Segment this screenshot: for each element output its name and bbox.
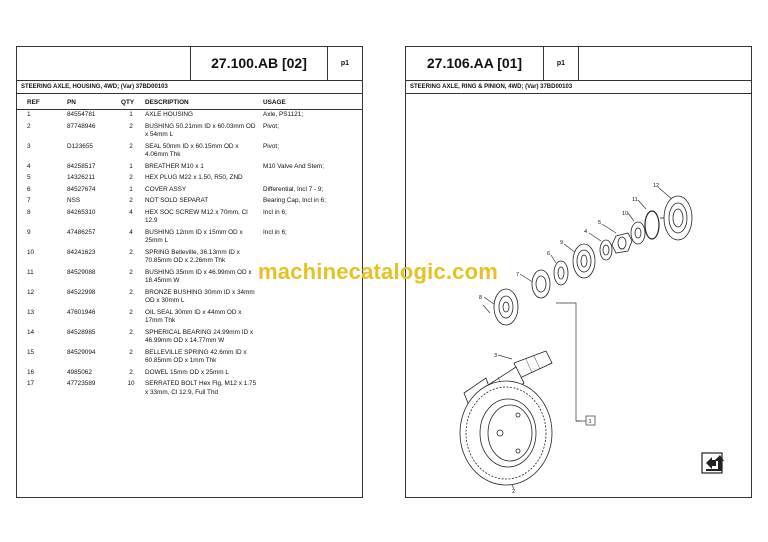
- row-description: BREATHER M10 x 1: [145, 162, 204, 170]
- row-qty: 1: [129, 185, 133, 193]
- watermark: machinecatalogic.com: [258, 259, 498, 284]
- row-pn: 84529094: [67, 348, 96, 356]
- row-ref: 13: [27, 308, 35, 316]
- callout-11: 11: [632, 197, 638, 203]
- row-ref: 16: [27, 368, 35, 376]
- row-ref: 3: [27, 142, 31, 150]
- right-page-label: p1: [544, 47, 579, 80]
- table-row: [17, 328, 362, 348]
- row-qty: 2: [129, 348, 133, 356]
- row-description: HEX PLUG M22 x 1.50, R50, ZND: [145, 174, 243, 181]
- row-qty: 2: [129, 268, 133, 276]
- row-qty: 2: [129, 122, 133, 130]
- right-section-code: 27.106.AA [01]: [426, 55, 523, 71]
- col-usage: USAGE: [261, 95, 362, 110]
- row-usage: [261, 368, 362, 380]
- row-usage: [261, 379, 362, 399]
- ring-pinion-diagram: [406, 93, 751, 497]
- row-description: BUSHING 35mm ID x 46.99mm OD x 18.45mm W: [145, 268, 252, 284]
- callout-4: 4: [584, 229, 588, 235]
- row-pn: 84528985: [67, 328, 96, 336]
- row-ref: 9: [27, 228, 31, 236]
- row-usage: Pivot;: [263, 142, 279, 150]
- table-row: [17, 142, 362, 162]
- row-description: SPHERICAL BEARING 24.99mm ID x 46.99mm OD x 14.77mm W: [145, 328, 254, 344]
- back-arrow-icon[interactable]: [702, 453, 724, 473]
- row-usage: [261, 328, 362, 348]
- table-row: [17, 379, 362, 399]
- row-description: SPRING Belleville, 36.13mm ID x 70.85mm OD x 2.26mm Thk: [145, 248, 240, 264]
- row-pn: 84529088: [67, 268, 96, 276]
- row-description: AXLE HOUSING: [145, 111, 193, 118]
- left-page-label: p1: [340, 60, 350, 67]
- row-ref: 10: [27, 248, 35, 256]
- row-pn: 84258517: [67, 162, 96, 170]
- bearing-8: [494, 289, 518, 325]
- row-pn: 84554781: [67, 111, 96, 118]
- table-row: [17, 185, 362, 197]
- table-row: [17, 288, 362, 308]
- row-usage: Bearing Cap, Incl in 6;: [263, 197, 326, 204]
- spacer-6: [554, 261, 568, 285]
- col-ref: REF: [17, 95, 65, 110]
- row-pn: 47723589: [67, 380, 96, 387]
- washer-10: [631, 222, 645, 244]
- row-usage: [261, 173, 362, 185]
- row-qty: 4: [129, 228, 133, 236]
- row-ref: 4: [27, 162, 31, 170]
- col-pn: PN: [65, 95, 119, 110]
- row-description: SEAL 50mm ID x 60.15mm OD x 4.06mm Thk: [145, 142, 239, 158]
- snap-ring-11: [645, 211, 659, 239]
- row-qty: 2: [129, 197, 133, 204]
- table-row: [17, 162, 362, 174]
- row-description: BELLEVILLE SPRING 42.6mm ID x 60.85mm OD x 1mm Thk: [145, 348, 247, 364]
- collar-4: [600, 240, 612, 260]
- row-qty: 1: [129, 162, 133, 170]
- left-section-code: 27.100.AB [02]: [211, 55, 307, 71]
- table-row: [17, 122, 362, 142]
- table-row: [17, 368, 362, 380]
- callout-1: 1: [588, 419, 592, 425]
- row-qty: 2: [129, 308, 133, 316]
- row-qty: 4: [129, 208, 133, 216]
- right-section-code-box: [406, 47, 544, 80]
- callout-5: 5: [598, 220, 602, 226]
- row-pn: 87748946: [67, 122, 96, 130]
- row-usage: [261, 348, 362, 368]
- callout-2: 2: [512, 489, 516, 495]
- bearing-9: [573, 244, 595, 278]
- row-description: OIL SEAL 30mm ID x 44mm OD x 17mm Thk: [145, 308, 242, 324]
- row-usage: M10 Valve And Stem;: [263, 162, 324, 170]
- parts-table-body: [17, 110, 362, 400]
- bearing-12: [660, 196, 692, 240]
- row-description: NOT SOLD SEPARAT: [145, 197, 209, 204]
- table-row: [17, 348, 362, 368]
- row-ref: 1: [27, 111, 31, 118]
- row-qty: 2: [129, 328, 133, 336]
- left-page-title: STEERING AXLE, HOUSING, 4WD; (Var) 37BD00103: [17, 80, 362, 94]
- right-page-title: STEERING AXLE, RING & PINION, 4WD; (Var) 37BD00103: [406, 80, 751, 94]
- row-qty: 2: [129, 368, 133, 376]
- table-row: [17, 110, 362, 122]
- row-ref: 14: [27, 328, 35, 336]
- row-usage: Axle, PS1121;: [263, 111, 304, 118]
- row-ref: 12: [27, 288, 35, 296]
- row-pn: 84265310: [67, 208, 96, 216]
- table-row: [17, 208, 362, 228]
- parts-table-header: [17, 95, 362, 110]
- row-ref: 11: [27, 268, 34, 276]
- row-qty: 2: [129, 174, 133, 181]
- row-pn: 47486257: [67, 228, 96, 236]
- left-section-code-box: [190, 47, 328, 80]
- row-usage: Pivot;: [263, 122, 279, 130]
- row-qty: 2: [129, 248, 133, 256]
- row-description: COVER ASSY: [145, 185, 187, 193]
- row-usage: Incl in 6;: [263, 228, 287, 236]
- callout-8: 8: [479, 295, 483, 301]
- row-usage: [261, 308, 362, 328]
- table-row: [17, 173, 362, 185]
- row-ref: 6: [27, 185, 31, 193]
- row-description: BUSHING 12mm ID x 15mm OD x 25mm L: [145, 228, 243, 244]
- row-pn: 84241623: [67, 248, 96, 256]
- parts-table: [17, 95, 362, 399]
- callout-12: 12: [653, 183, 660, 189]
- row-qty: 2: [129, 142, 133, 150]
- row-ref: 15: [27, 348, 35, 356]
- row-usage: Differential, Incl 7 - 9;: [263, 185, 324, 193]
- row-description: SERRATED BOLT Hex Flg, M12 x 1.75 x 33mm, Cl 12.9, Full Thd: [145, 380, 257, 396]
- row-qty: 2: [129, 288, 133, 296]
- callout-10: 10: [622, 211, 629, 217]
- row-description: BUSHING 50.21mm ID x 60.03mm OD x 54mm L: [145, 122, 256, 138]
- row-ref: 2: [27, 122, 31, 130]
- callout-7: 7: [516, 272, 520, 278]
- row-ref: 7: [27, 197, 31, 204]
- bearing-cone-7: [532, 270, 550, 298]
- callout-9: 9: [560, 240, 564, 246]
- row-pn: 4985062: [67, 368, 92, 376]
- col-description: DESCRIPTION: [143, 95, 261, 110]
- row-ref: 8: [27, 208, 31, 216]
- row-pn: 14326211: [67, 174, 95, 181]
- row-description: BRONZE BUSHING 30mm ID x 34mm OD x 30mm L: [145, 288, 255, 304]
- callout-6: 6: [547, 251, 551, 257]
- row-description: HEX SOC SCREW M12 x 70mm, Cl 12.9: [145, 208, 248, 224]
- ring-gear-2: [460, 381, 552, 485]
- table-row: [17, 196, 362, 208]
- row-ref: 17: [27, 380, 35, 387]
- nut-5: [612, 233, 632, 253]
- row-description: DOWEL 15mm OD x 25mm L: [145, 368, 229, 376]
- table-row: [17, 228, 362, 248]
- row-usage: [261, 288, 362, 308]
- callout-3: 3: [494, 353, 498, 359]
- row-pn: 84527674: [67, 185, 96, 193]
- row-usage: Incl in 6;: [263, 208, 287, 216]
- table-row: [17, 308, 362, 328]
- row-qty: 10: [127, 380, 135, 387]
- row-pn: NSS: [67, 197, 81, 204]
- row-pn: D123655: [67, 142, 93, 150]
- row-ref: 5: [27, 174, 31, 181]
- row-pn: 84522998: [67, 288, 96, 296]
- col-qty: QTY: [119, 95, 143, 110]
- row-pn: 47601946: [67, 308, 96, 316]
- row-qty: 1: [129, 111, 133, 118]
